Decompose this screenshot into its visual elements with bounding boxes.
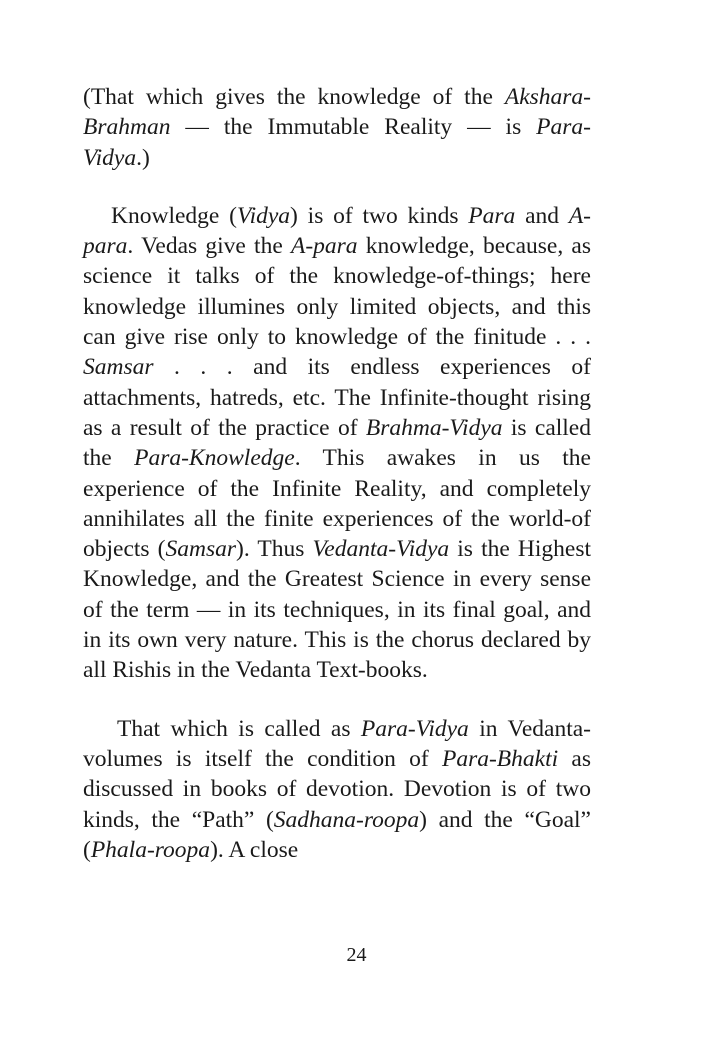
paragraph-3 <box>83 714 591 865</box>
text-run: is the Highest Knowledge, and the Greatest Science in every sense of the term — in its techniques, in its final goal, and in its own very nature. This is the chorus declared by all Rishis in the Vedanta Text-books. <box>83 536 591 684</box>
text-run: — the Immutable Reality — is <box>170 114 537 141</box>
italic-term: Para-Bhakti <box>441 745 559 772</box>
text-run: Knowledge ( <box>111 202 237 229</box>
text-run: That which is called as <box>117 715 361 742</box>
text-run: knowledge, because, as science it talks of the knowledge-of-things; here knowledge illumines only limited objects, and this can give rise only to knowledge of the finitude . . . <box>83 233 591 351</box>
italic-term: Akshara-Brahman <box>83 84 591 141</box>
italic-term: A-para <box>290 233 358 260</box>
text-run: as discussed in books of devotion. Devotion is of two kinds, the “Path” ( <box>83 745 592 833</box>
text-run: (That which gives the knowledge of the <box>83 84 505 110</box>
italic-term: Para-Vidya <box>83 114 591 171</box>
italic-term: Para-Vidya <box>360 715 469 742</box>
text-run: .) <box>136 144 150 171</box>
text-run: and <box>515 202 569 229</box>
text-run: . Vedas give the <box>127 233 291 260</box>
page-number: 24 <box>346 944 367 966</box>
italic-term: Sadhana-roopa <box>273 806 420 833</box>
italic-term: Vidya <box>236 202 291 229</box>
paragraph-2 <box>83 201 591 686</box>
page-body <box>83 82 591 865</box>
text-run: ). Thus <box>236 536 313 563</box>
text-run: ) and the “Goal” ( <box>83 806 591 863</box>
italic-term: Phala-roopa <box>90 836 211 863</box>
text-run: in Vedanta-volumes is itself the condition of <box>83 715 591 772</box>
text-run: is called the <box>83 414 591 472</box>
text-run: ) is of two kinds <box>290 202 469 229</box>
text-run: . This awakes in us the experience of the Infinite Reality, and completely annihilates all the finite experiences of the world-of objects ( <box>83 445 591 563</box>
italic-term: Brahma-Vidya <box>365 414 503 441</box>
italic-term: Vedanta-Vidya <box>312 536 450 563</box>
italic-term: A-para <box>83 202 591 260</box>
text-run: . . . and its endless experiences of attachments, hatreds, etc. The Infinite-thought rising as a result of the practice of <box>83 354 591 441</box>
italic-term: Para <box>468 202 516 229</box>
paragraph-1 <box>83 82 591 173</box>
italic-term: Para-Knowledge <box>134 445 295 472</box>
italic-term: Samsar <box>83 354 154 381</box>
text-run: ). A close <box>210 836 299 863</box>
italic-term: Samsar <box>165 536 237 563</box>
